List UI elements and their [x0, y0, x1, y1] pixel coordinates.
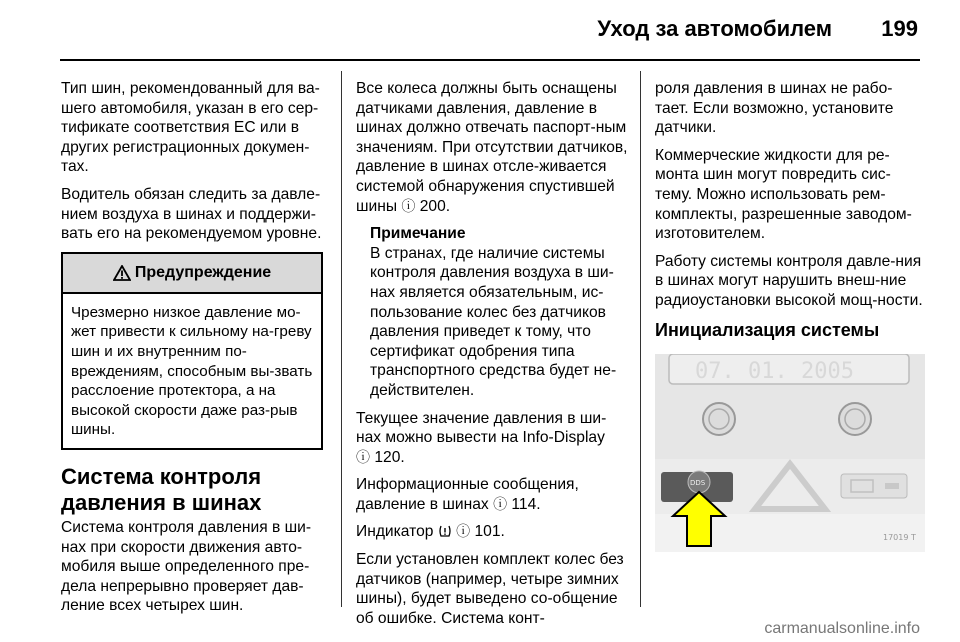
paragraph: Все колеса должны быть оснащены датчиками давления, давление в шинах должно отвечать паспорт-ным значениям. При отсутствии датчиков, давление в шинах отсле-живается системой обнаружения спустившей шины ⓘ 200.	[356, 80, 628, 215]
subsection-title: Инициализация системы	[655, 319, 880, 340]
column-1	[61, 79, 323, 624]
warning-header	[63, 254, 321, 294]
column-divider-2	[640, 71, 641, 607]
warning-triangle-icon	[113, 265, 131, 281]
clock-display-text: 07. 01. 2005	[695, 359, 854, 385]
page-header	[0, 0, 960, 62]
paragraph: Если установлен комплект колес без датчиков (например, четыре зимних шины), будет выведено со-общение об ошибке. Система конт-	[356, 551, 624, 627]
page-reference-icon: ⓘ	[456, 523, 471, 540]
warning-title: Предупреждение	[134, 263, 272, 281]
paragraph: Водитель обязан следить за давле-нием воздуха в шинах и поддержи-вать его на рекомендуемом уровне.	[61, 185, 322, 243]
column-2	[356, 79, 630, 636]
paragraph: Тип шин, рекомендованный для ва-шего автомобиля, указан в его сер-тификате соответствия ЕС или в других регистрационных докумен-тах.	[61, 80, 320, 176]
note-text: В странах, где наличие системы контроля давления воздуха в ши-нах является обязательным, ис-пользование колес без датчиков давления приведет к тому, что сертификат одобрения типа транспортного средства будет не-действителен.	[370, 244, 617, 399]
paragraph: Индикатор ⓘ 101.	[356, 523, 505, 541]
page-reference[interactable]: 114.	[511, 495, 541, 513]
figure-code: 17019 T	[883, 533, 916, 543]
page-reference[interactable]: 120.	[374, 448, 405, 466]
paragraph: роля давления в шинах не рабо-тает. Если возможно, установите датчики.	[655, 80, 894, 137]
paragraph: Текущее значение давления в ши-нах можно вывести на Info-Display ⓘ 120.	[356, 409, 607, 466]
page-reference-icon: ⓘ	[493, 495, 508, 512]
paragraph: Информационные сообщения, давление в шинах ⓘ 114.	[356, 476, 579, 513]
page-title: Уход за автомобилем	[597, 16, 832, 41]
page-number: 199	[881, 16, 918, 41]
warning-box	[61, 252, 323, 450]
watermark: carmanualsonline.info	[764, 620, 920, 637]
page-reference-icon: ⓘ	[401, 197, 416, 214]
column-3	[655, 79, 925, 558]
header-rule	[60, 59, 920, 61]
dashboard-photo	[655, 354, 925, 552]
warning-text: Чрезмерно низкое давление мо-жет привести к сильному на-греву шин и их внутренним по-вреждениям, способным вы-звать расслоение протектора, а на высокой скорости даже раз-рыв шины.	[71, 303, 313, 439]
section-title: Система контроля давления в шинах	[61, 463, 262, 515]
tire-pressure-warning-icon	[438, 524, 452, 538]
page-reference-icon: ⓘ	[356, 448, 370, 465]
paragraph: Работу системы контроля давле-ния в шинах могут нарушить внеш-ние радиоустановки высокой мощ-ности.	[655, 252, 923, 309]
paragraph: Коммерческие жидкости для ре-монта шин могут повредить сис-тему. Можно использовать рем-комплекты, разрешенные заводом-изготовителем.	[655, 146, 912, 243]
note-title: Примечание	[370, 225, 466, 243]
column-divider-1	[341, 71, 342, 607]
page-reference[interactable]: 101.	[474, 523, 505, 541]
paragraph: Система контроля давления в ши-нах при скорости движения авто-мобиля выше определенного пре-дела непрерывно проверяет дав-ление всех четырех шин.	[61, 518, 312, 615]
note-block	[370, 224, 630, 400]
dds-button-label: DDS	[690, 479, 706, 488]
page-reference[interactable]: 200.	[419, 197, 451, 215]
